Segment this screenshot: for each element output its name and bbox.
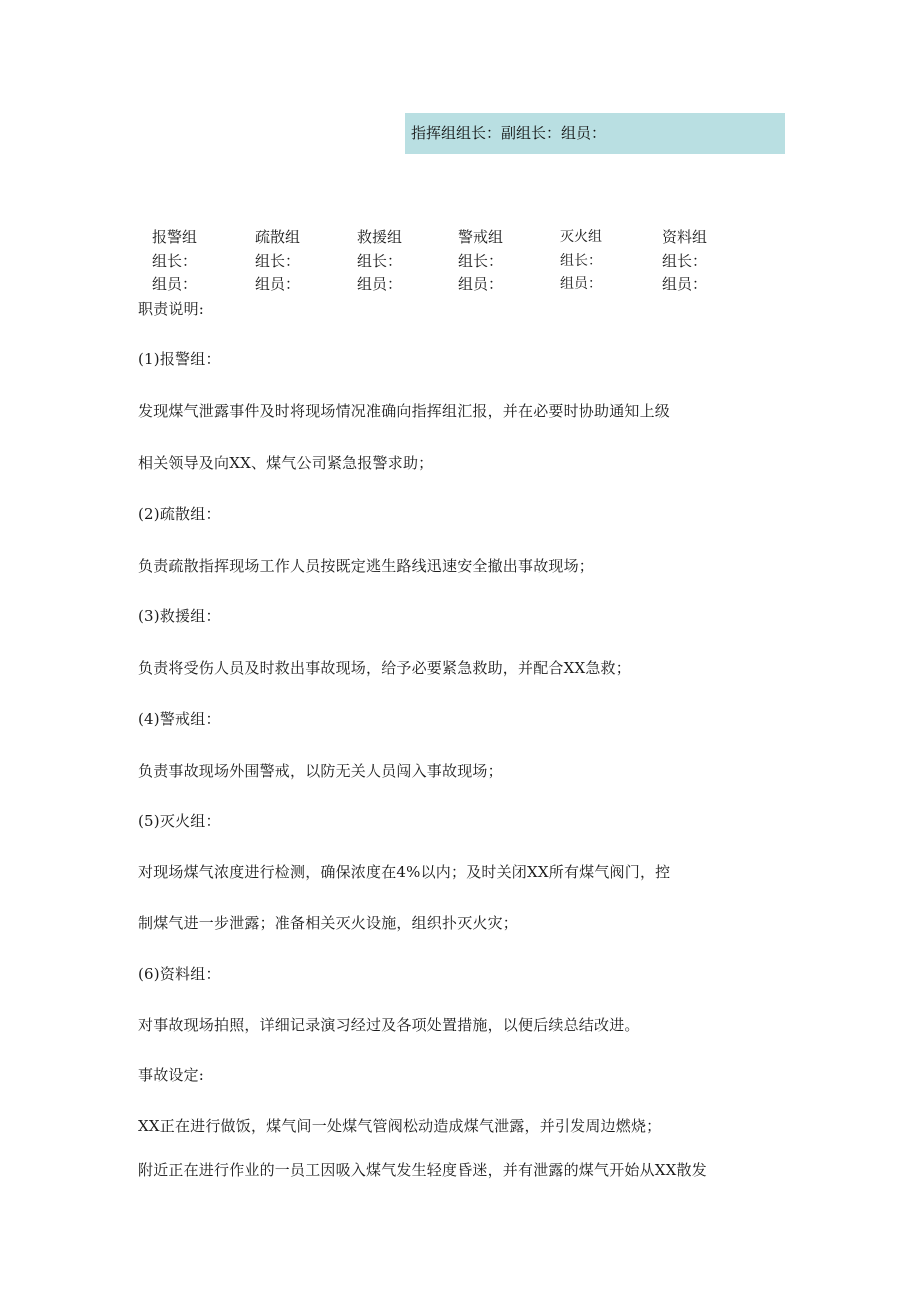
- group-member-label: 组员：: [357, 275, 403, 293]
- records-group-heading: (6)资料组：: [138, 965, 221, 983]
- fire-group-duty-line-2: 制煤气进一步泄露；准备相关灭火设施，组织扑灭火灾；: [138, 914, 519, 932]
- evacuation-group-duty: 负责疏散指挥现场工作人员按既定逃生路线迅速安全撤出事故现场；: [138, 557, 595, 575]
- group-name: 救援组: [357, 228, 403, 246]
- group-column-records: [662, 226, 762, 297]
- guard-group-duty: 负责事故现场外围警戒，以防无关人员闯入事故现场；: [138, 762, 503, 780]
- group-member-label: 组员：: [152, 275, 198, 293]
- rescue-group-heading: (3)救援组：: [138, 607, 221, 625]
- duty-heading: 职责说明:: [138, 300, 205, 318]
- group-name: 报警组: [152, 228, 198, 246]
- group-column-rescue: [357, 226, 457, 297]
- group-member-label: 组员：: [662, 275, 708, 293]
- group-name: 灭火组: [560, 229, 602, 245]
- group-leader-label: 组长：: [560, 252, 602, 269]
- alarm-group-duty-line-1: 发现煤气泄露事件及时将现场情况准确向指挥组汇报，并在必要时协助通知上级: [138, 402, 671, 420]
- group-column-alarm: [152, 226, 252, 297]
- alarm-group-heading: (1)报警组：: [138, 350, 221, 368]
- group-leader-label: 组长：: [152, 251, 198, 270]
- group-member-label: 组员：: [458, 275, 504, 293]
- group-column-guard: [458, 226, 558, 297]
- group-column-firefighting: [560, 226, 660, 297]
- group-leader-label: 组长：: [662, 251, 708, 270]
- group-name: 警戒组: [458, 228, 504, 246]
- guard-group-heading: (4)警戒组：: [138, 710, 221, 728]
- fire-group-heading: (5)灭火组：: [138, 812, 221, 830]
- group-leader-label: 组长：: [458, 251, 504, 270]
- group-name: 疏散组: [255, 228, 301, 246]
- group-name: 资料组: [662, 228, 708, 246]
- fire-group-duty-line-1: 对现场煤气浓度进行检测，确保浓度在4%以内；及时关闭XX所有煤气阀门，控: [138, 863, 671, 881]
- group-member-label: 组员：: [255, 275, 301, 293]
- group-column-evacuation: [255, 226, 355, 297]
- alarm-group-duty-line-2: 相关领导及向XX、煤气公司紧急报警求助；: [138, 454, 434, 472]
- command-group-text: 指挥组组长：副组长：组员：: [411, 124, 607, 142]
- group-leader-label: 组长：: [357, 251, 403, 270]
- rescue-group-duty: 负责将受伤人员及时救出事故现场，给予必要紧急救助，并配合XX急救；: [138, 659, 631, 677]
- accident-setting-line-1: XX正在进行做饭，煤气间一处煤气管阀松动造成煤气泄露，并引发周边燃烧；: [138, 1117, 662, 1135]
- accident-setting-line-2: 附近正在进行作业的一员工因吸入煤气发生轻度昏迷，并有泄露的煤气开始从XX散发: [138, 1161, 707, 1179]
- group-leader-label: 组长：: [255, 251, 301, 270]
- group-member-label: 组员：: [560, 276, 602, 292]
- command-group-banner: [405, 113, 785, 154]
- evacuation-group-heading: (2)疏散组：: [138, 505, 221, 523]
- accident-setting-heading: 事故设定:: [138, 1066, 205, 1084]
- records-group-duty: 对事故现场拍照，详细记录演习经过及各项处置措施，以便后续总结改进。: [138, 1016, 640, 1034]
